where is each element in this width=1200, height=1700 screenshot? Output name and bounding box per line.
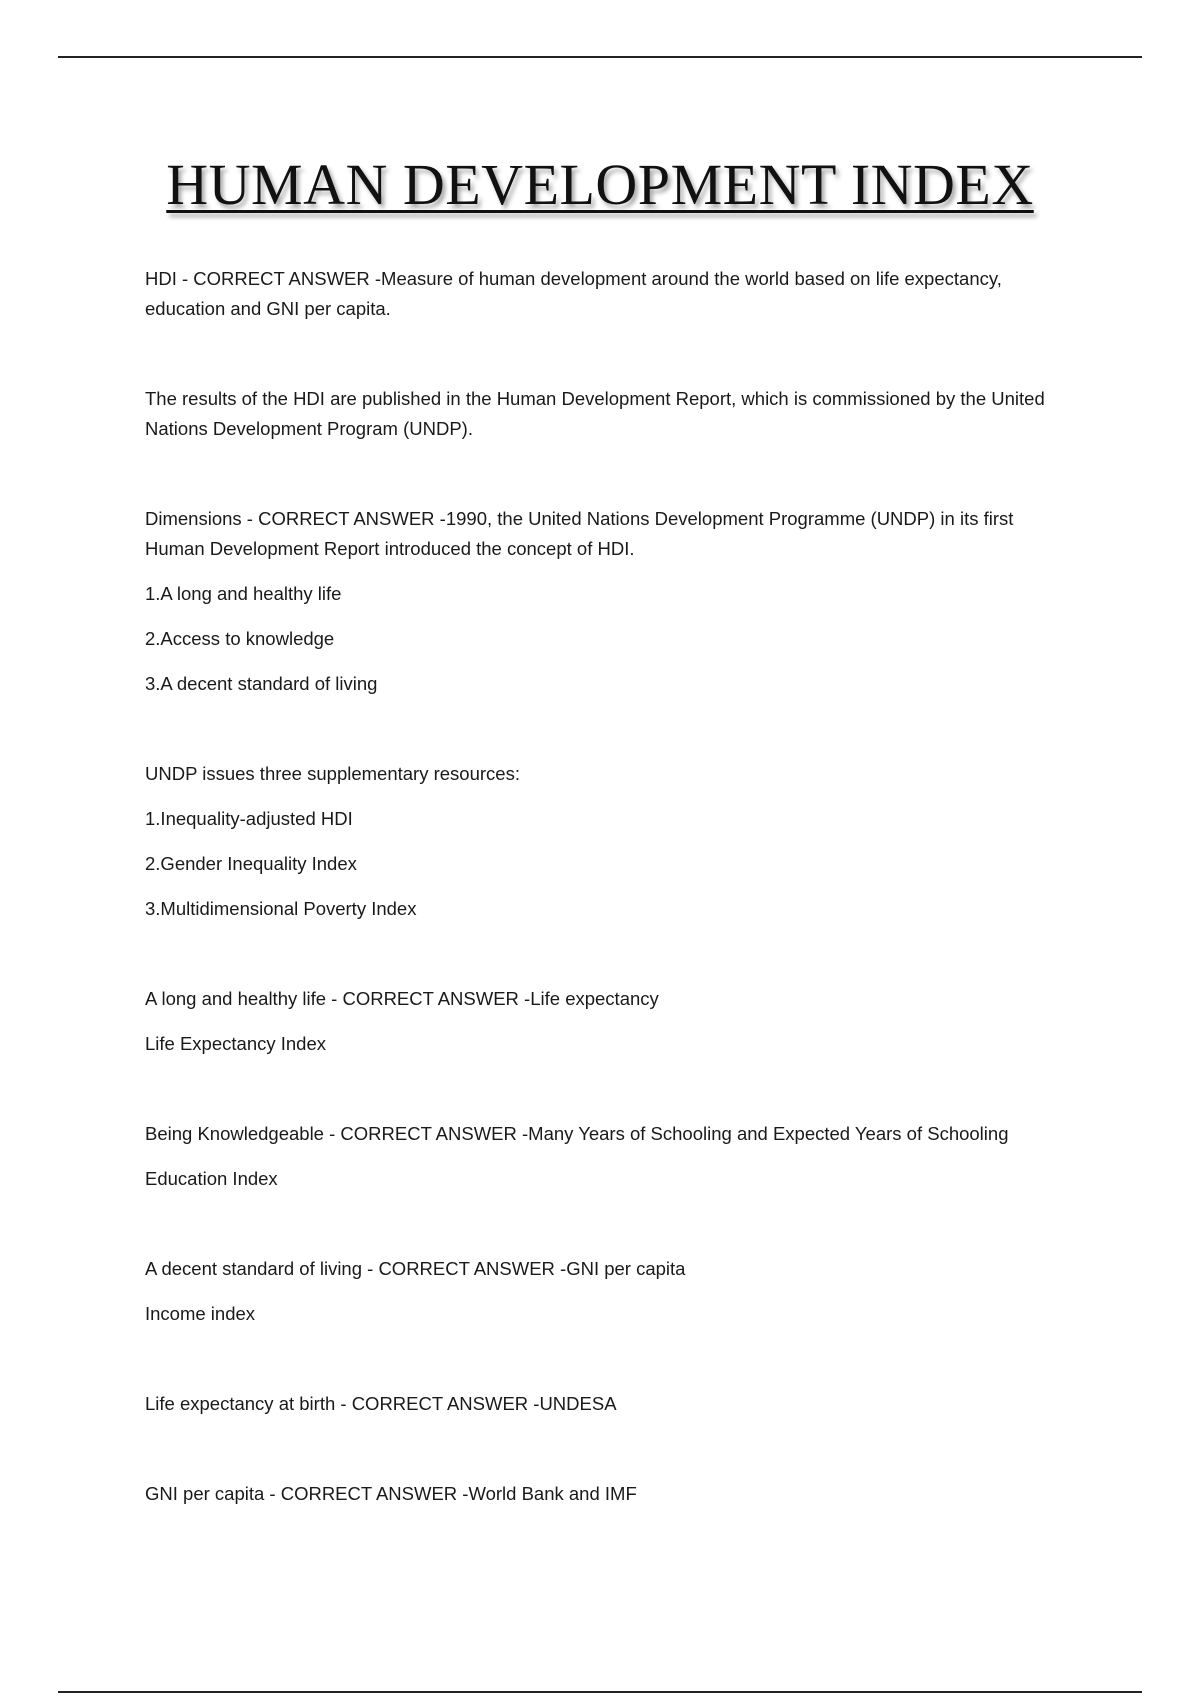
list-item: 3.Multidimensional Poverty Index [145,898,417,919]
paragraph-life-expectancy-index: Life Expectancy Index [145,1033,326,1054]
paragraph-gni-per-capita: GNI per capita - CORRECT ANSWER -World Bank and IMF [145,1483,637,1504]
paragraph-dimensions: Dimensions - CORRECT ANSWER -1990, the United Nations Development Programme (UNDP) in its first Human Development Report introduced the concept of HDI. [145,508,1014,559]
paragraph-income-index: Income index [145,1303,256,1324]
list-item: 1.Inequality-adjusted HDI [145,808,353,829]
list-item: 2.Gender Inequality Index [145,853,357,874]
list-item: 3.A decent standard of living [145,673,378,694]
paragraph-knowledgeable: Being Knowledgeable - CORRECT ANSWER -Many Years of Schooling and Expected Years of Schooling [145,1123,1009,1144]
paragraph-healthy-life: A long and healthy life - CORRECT ANSWER -Life expectancy [145,988,659,1009]
paragraph-hdi: HDI - CORRECT ANSWER -Measure of human development around the world based on life expectancy, education and GNI per capita. [145,268,1002,319]
bottom-divider [58,1691,1142,1693]
list-item: 2.Access to knowledge [145,628,335,649]
top-divider [58,56,1142,58]
paragraph-undp-resources: UNDP issues three supplementary resources: [145,763,520,784]
paragraph-hdi-report: The results of the HDI are published in the Human Development Report, which is commissioned by the United Nations Development Program (UNDP). [145,388,1045,439]
paragraph-life-expectancy-birth: Life expectancy at birth - CORRECT ANSWER -UNDESA [145,1393,617,1414]
list-item: 1.A long and healthy life [145,583,342,604]
paragraph-education-index: Education Index [145,1168,278,1189]
paragraph-standard-of-living: A decent standard of living - CORRECT ANSWER -GNI per capita [145,1258,686,1279]
page-title: HUMAN DEVELOPMENT INDEX [166,152,1034,217]
document-body [145,264,1065,1509]
